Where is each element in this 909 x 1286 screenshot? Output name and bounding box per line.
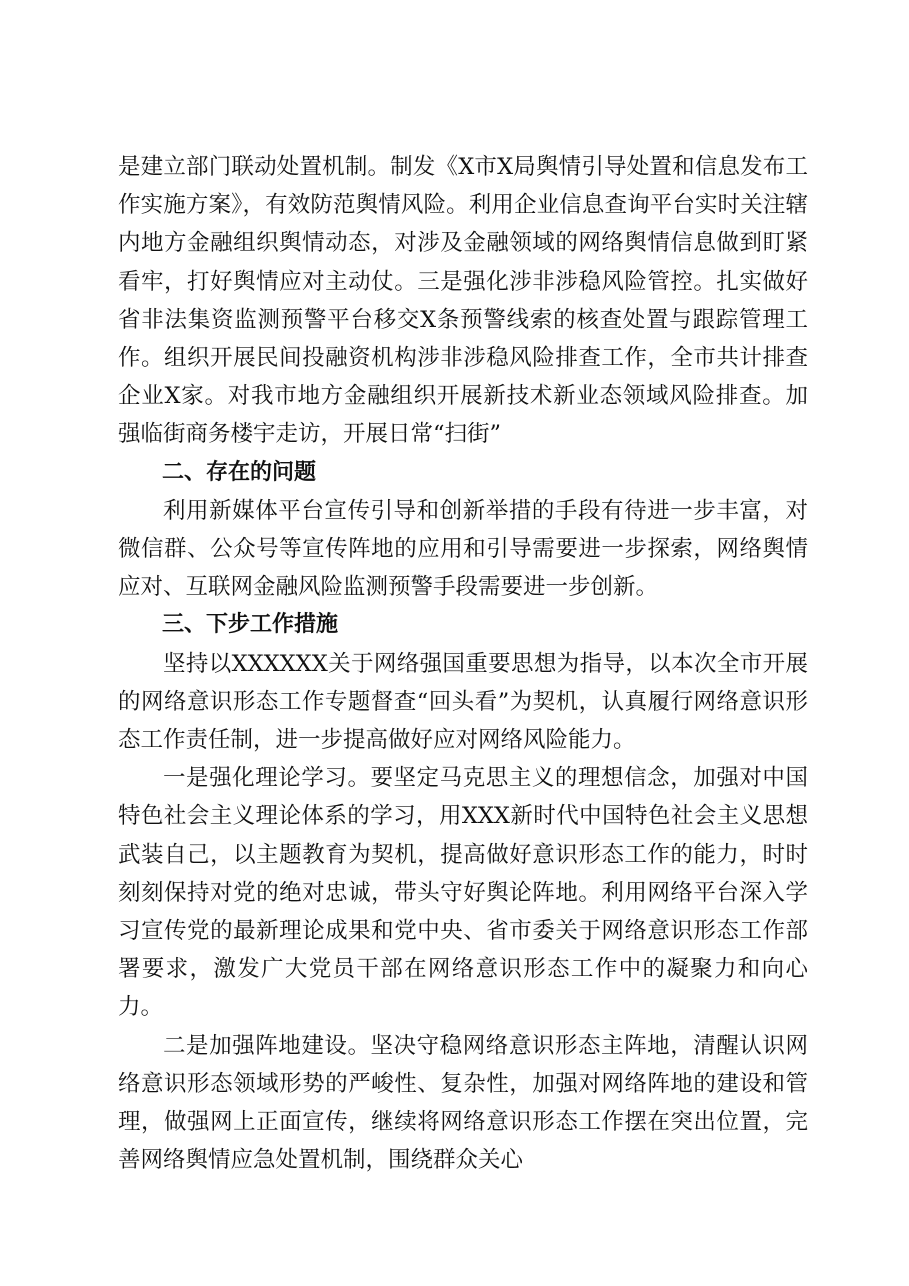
paragraph-position-building: 二是加强阵地建设。坚决守稳网络意识形态主阵地，清醒认识网络意识形态领域形势的严峻性、复杂性，加强对网络阵地的建设和管理，做强网上正面宣传，继续将网络意识形态工作摆在突出位置，完善网络舆情应急处置机制，围绕群众关心 [118, 1032, 808, 1174]
section-heading-next-steps: 三、下步工作措施 [162, 612, 339, 638]
paragraph-continuation: 是建立部门联动处置机制。制发《X市X局舆情引导处置和信息发布工作实施方案》，有效防范舆情风险。利用企业信息查询平台实时关注辖内地方金融组织舆情动态，对涉及金融领域的网络舆情信息做到盯紧看牢，打好舆情应对主动仗。三是强化涉非涉稳风险管控。扎实做好省非法集资监测预警平台移交X条预警线索的核查处置与跟踪管理工作。组织开展民间投融资机构涉非涉稳风险排查工作，全市共计排查企业X家。对我市地方金融组织开展新技术新业态领域风险排查。加强临街商务楼宇走访，开展日常“扫街” [118, 154, 808, 448]
paragraph-problems: 利用新媒体平台宣传引导和创新举措的手段有待进一步丰富，对微信群、公众号等宣传阵地的应用和引导需要进一步探索，网络舆情应对、互联网金融风险监测预警手段需要进一步创新。 [118, 497, 808, 601]
paragraph-next-steps-intro: 坚持以XXXXXX关于网络强国重要思想为指导，以本次全市开展的网络意识形态工作专题督查“回头看”为契机，认真履行网络意识形态工作责任制，进一步提高做好应对网络风险能力。 [118, 650, 808, 754]
section-heading-problems: 二、存在的问题 [162, 459, 317, 485]
paragraph-theory-study: 一是强化理论学习。要坚定马克思主义的理想信念，加强对中国特色社会主义理论体系的学习，用XXX新时代中国特色社会主义思想武装自己，以主题教育为契机，提高做好意识形态工作的能力，时时刻刻保持对党的绝对忠诚，带头守好舆论阵地。利用网络平台深入学习宣传党的最新理论成果和党中央、省市委关于网络意识形态工作部署要求，激发广大党员干部在网络意识形态工作中的凝聚力和向心力。 [118, 765, 808, 1021]
document-body [118, 148, 808, 1179]
